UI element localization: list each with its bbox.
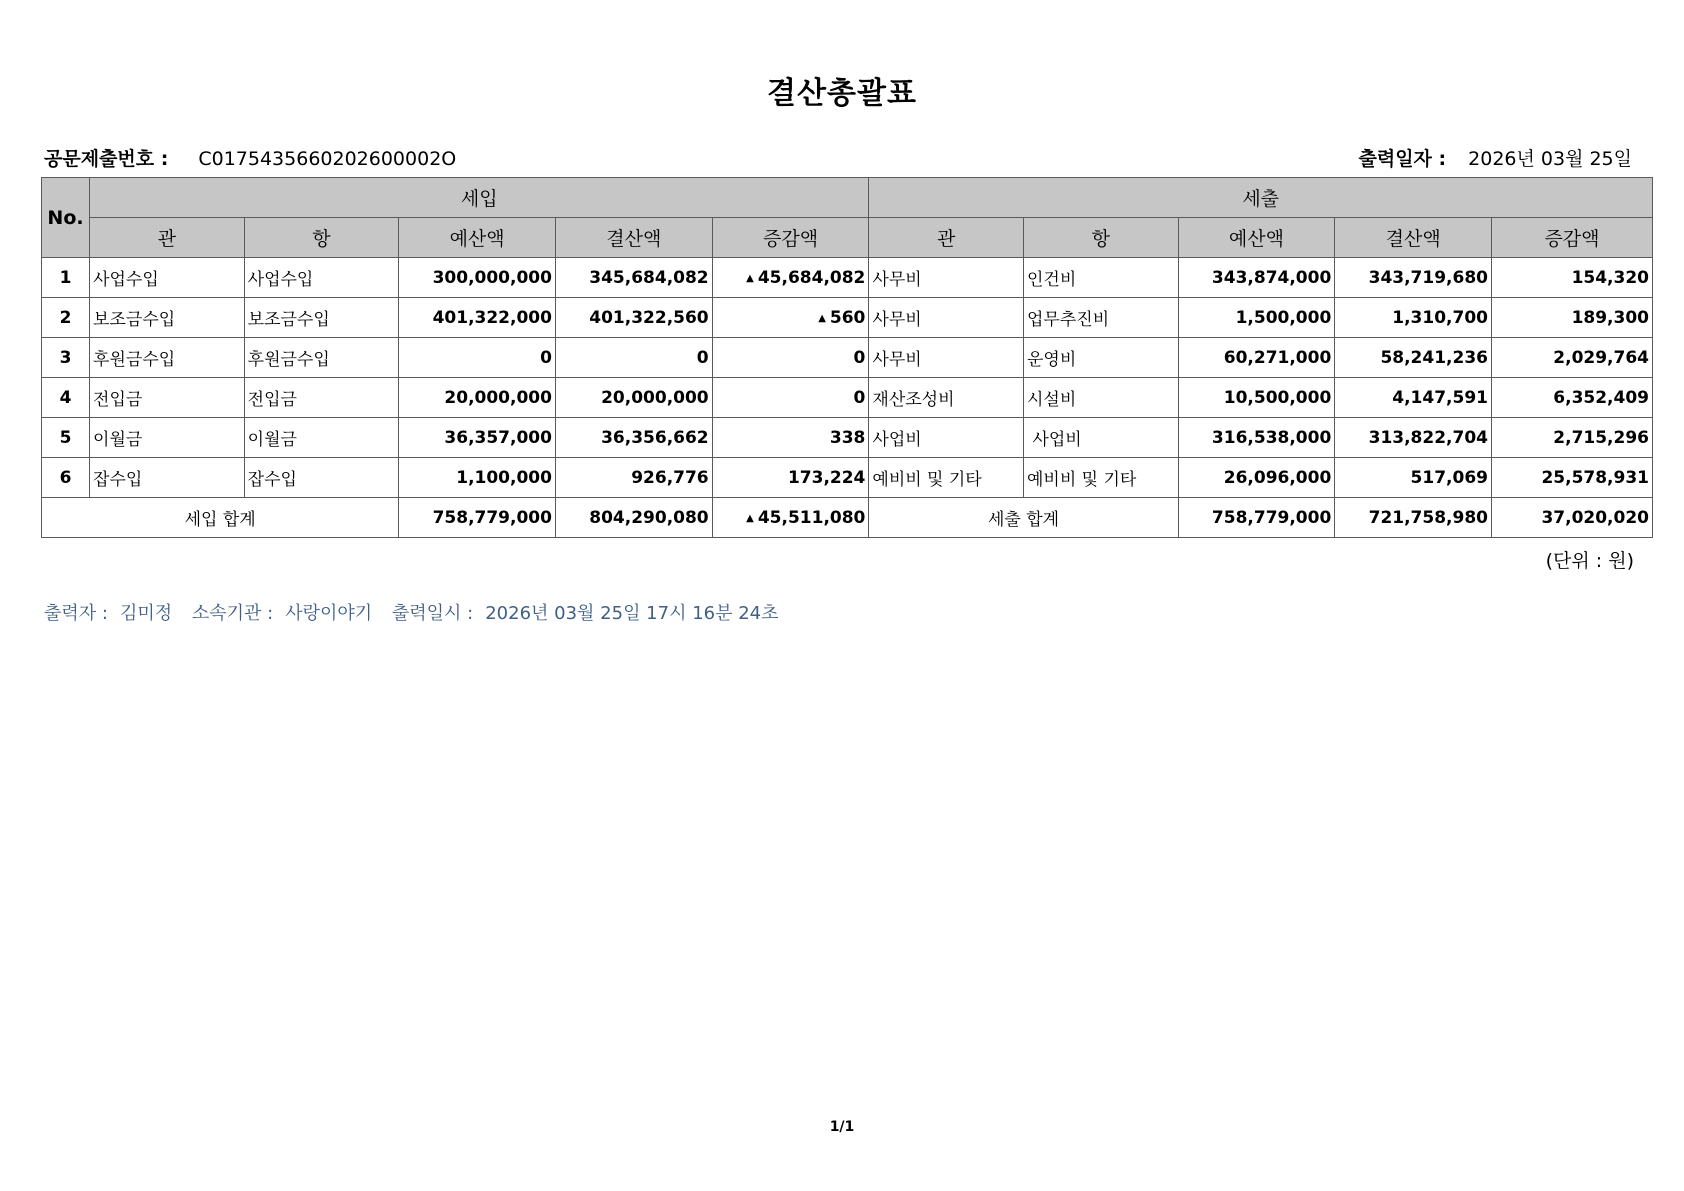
- header-no: No.: [42, 178, 90, 258]
- header-expense-budget: 예산액: [1178, 218, 1335, 258]
- row-no: 1: [42, 258, 90, 298]
- expense-settlement: 1,310,700: [1335, 298, 1492, 338]
- expense-budget: 316,538,000: [1178, 418, 1335, 458]
- header-income-hang: 항: [244, 218, 399, 258]
- income-hang: 이월금: [244, 418, 399, 458]
- table-row: [42, 418, 1653, 458]
- expense-settlement: 343,719,680: [1335, 258, 1492, 298]
- organization-name: 사랑이야기: [285, 603, 373, 624]
- expense-settlement: 517,069: [1335, 458, 1492, 498]
- print-info-footer: [44, 599, 793, 625]
- printer-label: 출력자 :: [44, 603, 108, 624]
- row-no: 3: [42, 338, 90, 378]
- income-difference: 173,224: [712, 458, 869, 498]
- expense-hang: 시설비: [1024, 378, 1179, 418]
- income-hang: 보조금수입: [244, 298, 399, 338]
- expense-budget: 26,096,000: [1178, 458, 1335, 498]
- expense-difference: 154,320: [1491, 258, 1652, 298]
- income-difference: 0: [712, 338, 869, 378]
- income-gwan: 보조금수입: [90, 298, 245, 338]
- increase-triangle-icon: ▲: [746, 272, 754, 284]
- expense-hang: 사업비: [1024, 418, 1179, 458]
- print-date-label: 출력일자 :: [1358, 148, 1447, 170]
- income-difference-value: 560: [829, 307, 866, 328]
- expense-hang: 인건비: [1024, 258, 1179, 298]
- table-header-column-row: [42, 218, 1653, 258]
- expense-gwan: 예비비 및 기타: [869, 458, 1024, 498]
- income-hang: 사업수입: [244, 258, 399, 298]
- income-difference-value: 45,684,082: [757, 267, 866, 288]
- table-row: [42, 458, 1653, 498]
- income-difference: 338: [712, 418, 869, 458]
- income-budget: 401,322,000: [399, 298, 556, 338]
- totals-row: [42, 498, 1653, 538]
- income-budget: 300,000,000: [399, 258, 556, 298]
- expense-difference: 6,352,409: [1491, 378, 1652, 418]
- header-expense-difference: 증감액: [1491, 218, 1652, 258]
- document-number-label: 공문제출번호 :: [44, 148, 169, 170]
- organization-label: 소속기관 :: [191, 603, 274, 624]
- print-date: [1359, 144, 1633, 171]
- expense-budget: 343,874,000: [1178, 258, 1335, 298]
- document-number: [44, 144, 456, 171]
- income-settlement: 36,356,662: [555, 418, 712, 458]
- row-no: 2: [42, 298, 90, 338]
- print-time-label: 출력일시 :: [391, 603, 474, 624]
- income-budget: 0: [399, 338, 556, 378]
- expense-gwan: 사무비: [869, 258, 1024, 298]
- row-no: 6: [42, 458, 90, 498]
- expense-budget: 60,271,000: [1178, 338, 1335, 378]
- expense-settlement: 58,241,236: [1335, 338, 1492, 378]
- income-gwan: 전입금: [90, 378, 245, 418]
- income-difference: [712, 298, 869, 338]
- expense-total-difference: 37,020,020: [1491, 498, 1652, 538]
- settlement-summary-table: [41, 177, 1653, 538]
- increase-triangle-icon: ▲: [746, 512, 754, 524]
- expense-hang: 예비비 및 기타: [1024, 458, 1179, 498]
- income-budget: 1,100,000: [399, 458, 556, 498]
- income-gwan: 이월금: [90, 418, 245, 458]
- income-total-label: 세입 합계: [42, 498, 399, 538]
- income-settlement: 926,776: [555, 458, 712, 498]
- income-total-difference-value: 45,511,080: [757, 507, 866, 528]
- document-number-value: C0175435660202600002O: [198, 148, 457, 170]
- table-row: [42, 378, 1653, 418]
- expense-gwan: 사업비: [869, 418, 1024, 458]
- income-settlement: 20,000,000: [555, 378, 712, 418]
- header-income-difference: 증감액: [712, 218, 869, 258]
- unit-note: (단위 : 원): [1545, 550, 1634, 572]
- expense-difference: 2,715,296: [1491, 418, 1652, 458]
- header-expense-settlement: 결산액: [1335, 218, 1492, 258]
- expense-difference: 189,300: [1491, 298, 1652, 338]
- expense-settlement: 313,822,704: [1335, 418, 1492, 458]
- income-settlement: 401,322,560: [555, 298, 712, 338]
- header-income: 세입: [90, 178, 869, 218]
- expense-settlement: 4,147,591: [1335, 378, 1492, 418]
- income-budget: 20,000,000: [399, 378, 556, 418]
- expense-difference: 25,578,931: [1491, 458, 1652, 498]
- header-expense-hang: 항: [1024, 218, 1179, 258]
- header-income-settlement: 결산액: [555, 218, 712, 258]
- expense-total-label: 세출 합계: [869, 498, 1178, 538]
- income-difference: [712, 258, 869, 298]
- row-no: 5: [42, 418, 90, 458]
- expense-hang: 운영비: [1024, 338, 1179, 378]
- table-row: [42, 298, 1653, 338]
- printer-name: 김미정: [119, 603, 173, 624]
- income-settlement: 0: [555, 338, 712, 378]
- income-settlement: 345,684,082: [555, 258, 712, 298]
- expense-difference: 2,029,764: [1491, 338, 1652, 378]
- expense-gwan: 사무비: [869, 298, 1024, 338]
- income-hang: 후원금수입: [244, 338, 399, 378]
- report-title: 결산총괄표: [767, 76, 917, 111]
- expense-gwan: 재산조성비: [869, 378, 1024, 418]
- header-expense: 세출: [869, 178, 1653, 218]
- expense-total-budget: 758,779,000: [1178, 498, 1335, 538]
- expense-budget: 10,500,000: [1178, 378, 1335, 418]
- table-body: [42, 258, 1653, 538]
- income-hang: 잡수입: [244, 458, 399, 498]
- expense-total-settlement: 721,758,980: [1335, 498, 1492, 538]
- increase-triangle-icon: ▲: [818, 312, 826, 324]
- print-time-value: 2026년 03월 25일 17시 16분 24초: [485, 603, 779, 624]
- header-income-budget: 예산액: [399, 218, 556, 258]
- expense-budget: 1,500,000: [1178, 298, 1335, 338]
- expense-hang: 업무추진비: [1024, 298, 1179, 338]
- income-gwan: 잡수입: [90, 458, 245, 498]
- income-total-budget: 758,779,000: [399, 498, 556, 538]
- income-hang: 전입금: [244, 378, 399, 418]
- income-budget: 36,357,000: [399, 418, 556, 458]
- income-gwan: 사업수입: [90, 258, 245, 298]
- income-difference: 0: [712, 378, 869, 418]
- print-date-value: 2026년 03월 25일: [1468, 148, 1632, 170]
- row-no: 4: [42, 378, 90, 418]
- header-income-gwan: 관: [90, 218, 245, 258]
- table-row: [42, 258, 1653, 298]
- income-total-difference: [712, 498, 869, 538]
- table-header-group-row: [42, 178, 1653, 218]
- income-total-settlement: 804,290,080: [555, 498, 712, 538]
- expense-gwan: 사무비: [869, 338, 1024, 378]
- page-number: 1/1: [829, 1119, 855, 1135]
- table-row: [42, 338, 1653, 378]
- header-expense-gwan: 관: [869, 218, 1024, 258]
- income-gwan: 후원금수입: [90, 338, 245, 378]
